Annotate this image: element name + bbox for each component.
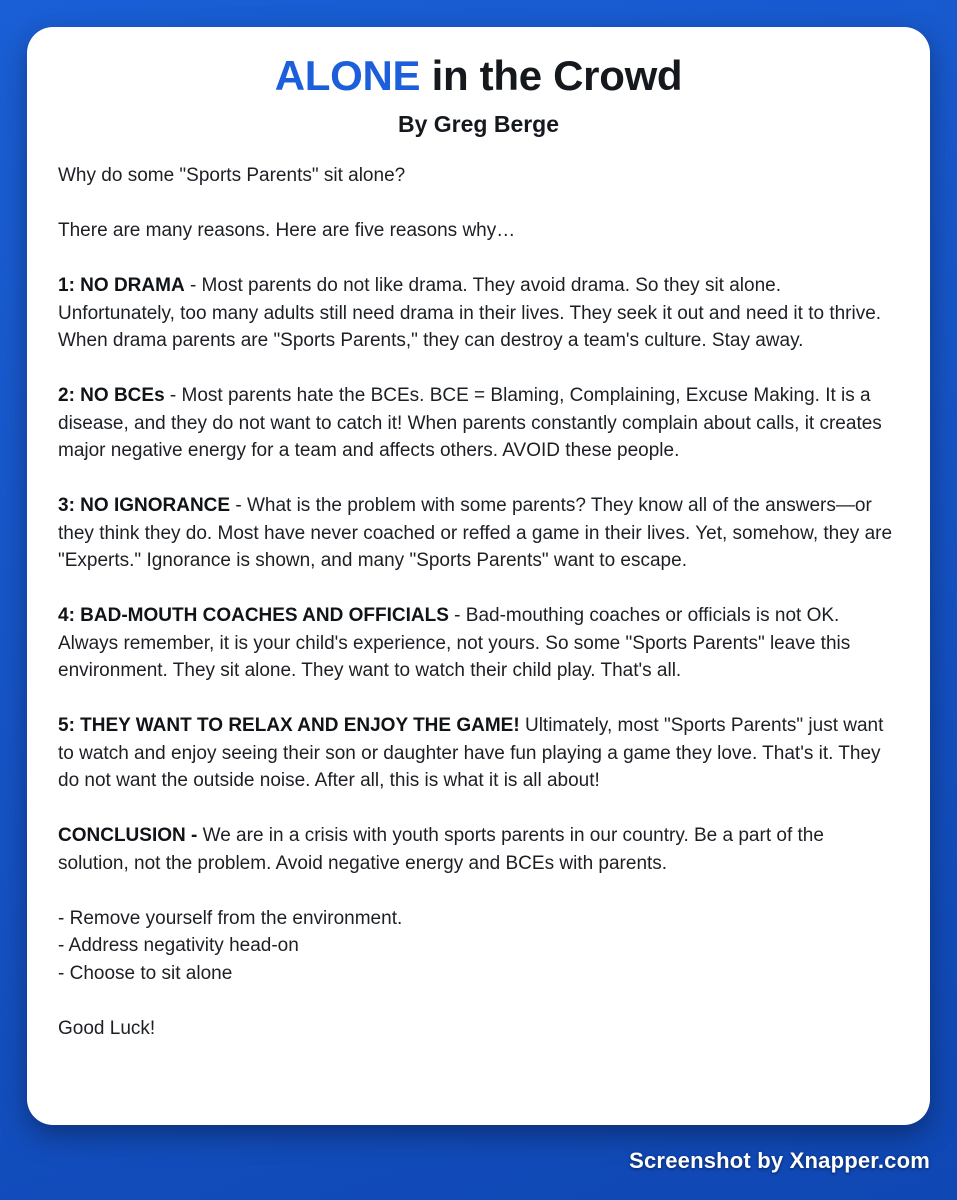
signoff: Good Luck! <box>58 1017 156 1039</box>
tip-item: - Address negativity head-on <box>58 935 299 956</box>
article-body <box>58 162 899 1042</box>
reason-5-heading: 5: THEY WANT TO RELAX AND ENJOY THE GAME! <box>58 715 520 736</box>
tip-item: - Choose to sit alone <box>58 962 233 984</box>
reason-2 <box>58 382 899 465</box>
reason-3-heading: 3: NO IGNORANCE <box>58 495 231 516</box>
reason-4-heading: 4: BAD-MOUTH COACHES AND OFFICIALS <box>58 605 449 626</box>
conclusion-heading: CONCLUSION - <box>58 825 203 846</box>
tip-item: - Remove yourself from the environment. <box>58 907 403 929</box>
article-card <box>27 27 930 1125</box>
intro-question: Why do some "Sports Parents" sit alone? <box>58 165 406 186</box>
reason-2-heading: 2: NO BCEs <box>58 385 165 406</box>
reason-1-heading: 1: NO DRAMA <box>58 275 185 296</box>
reason-4 <box>58 602 899 685</box>
reason-1 <box>58 272 899 355</box>
reason-5-text: Ultimately, most "Sports Parents" just want to watch and enjoy seeing their son or daughter have fun playing a game they love. That's it. They do not want the outside noise. After all, this is what it is all about! <box>58 715 884 791</box>
reason-5 <box>58 712 899 795</box>
conclusion-text: We are in a crisis with youth sports parents in our country. Be a part of the solution, not the problem. Avoid negative energy and BCEs with parents. <box>58 825 824 874</box>
article-title <box>58 51 899 101</box>
reason-4-text: - Bad-mouthing coaches or officials is not OK. Always remember, it is your child's experience, not yours. So some "Sports Parents" leave this environment. They sit alone. They want to watch their child play. That's all. <box>58 605 851 681</box>
title-rest: in the Crowd <box>420 52 683 99</box>
watermark: Screenshot by Xnapper.com <box>629 1148 930 1173</box>
reason-3 <box>58 492 899 575</box>
reason-1-text: - Most parents do not like drama. They avoid drama. So they sit alone. Unfortunately, too many adults still need drama in their lives. They seek it out and need it to thrive. When drama parents are "Sports Parents," they can destroy a team's culture. Stay away. <box>58 275 882 351</box>
reason-2-text: - Most parents hate the BCEs. BCE = Blaming, Complaining, Excuse Making. It is a disease, and they do not want to catch it! When parents constantly complain about calls, it creates major negative energy for a team and affects others. AVOID these people. <box>58 385 882 461</box>
reason-3-text: - What is the problem with some parents? They know all of the answers—or they think they do. Most have never coached or reffed a game in their lives. Yet, somehow, they are "Experts." Ignorance is shown, and many "Sports Parents" want to escape. <box>58 495 893 571</box>
conclusion <box>58 822 899 877</box>
intro-lead: There are many reasons. Here are five reasons why… <box>58 220 516 241</box>
title-accent-word: ALONE <box>274 52 421 99</box>
author-byline: By Greg Berge <box>397 111 560 137</box>
